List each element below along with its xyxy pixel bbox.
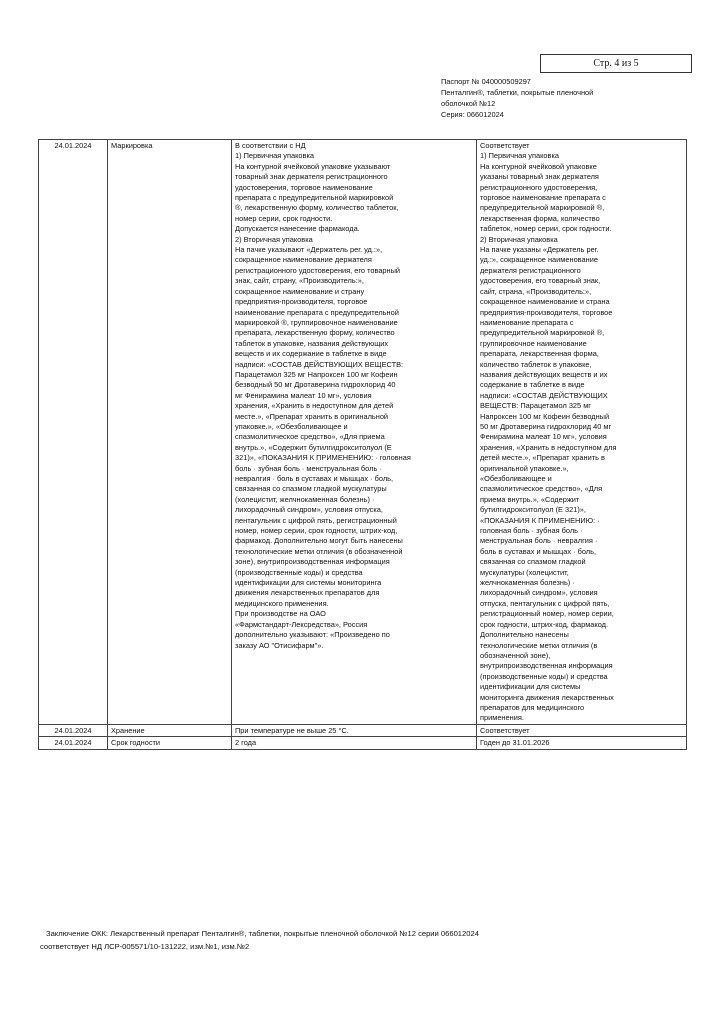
result-line: препарата, лекарственная форма,	[480, 349, 599, 359]
result-line: сайт, страна, «Производитель:»,	[480, 286, 592, 296]
result-line: На пачке указаны «Держатель рег.	[480, 245, 599, 255]
nd-line: На пачке указывают «Держатель рег. уд.:»,	[235, 245, 383, 255]
actual-result-cell	[477, 724, 687, 736]
nd-line: сокращенное наименование и страну	[235, 286, 365, 296]
nd-line: медицинского применения.	[235, 598, 329, 608]
nd-line: движения лекарственных препаратов для	[235, 588, 380, 598]
result-line: 50 мг Дротаверина гидрохлорид 40 мг	[480, 421, 612, 431]
result-line: На контурной ячейковой упаковке	[480, 161, 597, 171]
result-line: держателя регистрационного	[480, 265, 581, 275]
nd-line: сокращенное наименование держателя	[235, 255, 372, 265]
result-line: менструальная боль · невралгия ·	[480, 536, 598, 546]
result-line: лихорадочный синдром», условия	[480, 588, 598, 598]
table-row	[39, 737, 687, 749]
result-line: приема внутрь.», «Содержит	[480, 494, 580, 504]
nd-line: маркировкой ®, группировочное наименование	[235, 317, 398, 327]
result-line: названия действующих веществ и их	[480, 369, 608, 379]
result-line: предупредительной маркировкой ®,	[480, 203, 605, 213]
result-line: группировочное наименование	[480, 338, 587, 348]
table-row	[39, 724, 687, 736]
nd-line: идентификации для системы мониторинга	[235, 578, 382, 588]
nd-line: зоне), внутрипроизводственная информация	[235, 557, 390, 567]
nd-line: На контурной ячейковой упаковке указывают	[235, 161, 391, 171]
result-line: торговое наименование препарата с	[480, 193, 606, 203]
nd-line: Парацетамол 325 мг Напроксен 100 мг Кофеин	[235, 369, 398, 379]
result-line: «Обезболивающее и	[480, 474, 552, 483]
indicator-cell: Срок годности	[108, 737, 232, 749]
batch-number: Серия: 066012024	[441, 110, 504, 119]
result-line: уд.:», сокращенное наименование	[480, 255, 598, 265]
table-row	[39, 140, 687, 725]
nd-line: месте.», «Препарат хранить в оригинальной	[235, 411, 389, 421]
nd-line: 321)», «ПОКАЗАНИЯ К ПРИМЕНЕНИЮ: · головная	[235, 453, 411, 463]
result-line: боль в суставах и мышцах · боль,	[480, 546, 597, 556]
nd-line: лихорадочный синдром», условия отпуска,	[235, 505, 383, 515]
nd-line: ®, лекарственную форму, количество таблеток,	[235, 203, 399, 213]
nd-line: предприятия-производителя, торговое	[235, 297, 368, 307]
nd-line: безводный 50 мг Дротаверина гидрохлорид 40	[235, 380, 396, 390]
nd-requirement-cell	[232, 140, 477, 725]
result-line: сокращенное наименование и страна	[480, 297, 610, 307]
product-name: Пенталгин®, таблетки, покрытые пленочной	[441, 88, 594, 97]
result-line: указаны товарный знак держателя	[480, 172, 599, 182]
nd-line: «Фармстандарт-Лексредства», Россия	[235, 619, 368, 629]
nd-line: 2) Вторичная упаковка	[235, 234, 313, 244]
result-line: связанная со спазмом гладкой	[480, 557, 586, 567]
nd-line: При производстве на ОАО	[235, 609, 326, 619]
result-line: Напроксен 100 мг Кофеин безводный	[480, 411, 610, 421]
result-line: регистрационного удостоверения,	[480, 182, 598, 192]
nd-line: таблеток в упаковке, названия действующих	[235, 338, 389, 348]
result-line: таблеток, номер серии, срок годности.	[480, 224, 612, 234]
result-line: предупредительной маркировкой ®,	[480, 328, 605, 338]
result-line: лекарственная форма, количество	[480, 213, 600, 223]
result-line: количество таблеток в упаковке,	[480, 359, 592, 369]
product-form: оболочкой №12	[441, 99, 496, 108]
result-line: Годен до 31.01.2026	[480, 738, 550, 748]
nd-line: номер серии, срок годности.	[235, 213, 333, 223]
result-line: технологические метки отличия (в	[480, 640, 598, 650]
nd-line: товарный знак держателя регистрационного	[235, 172, 388, 182]
nd-line: внутрь.», «Содержит бутилгидрокситолуол (Е	[235, 442, 392, 452]
nd-line: (холецистит, желчнокаменная болезнь) ·	[235, 494, 375, 504]
conclusion-line-1: Заключение ОКК: Лекарственный препарат Пенталгин®, таблетки, покрытые пленочной оболочкой №12 серии 066012024	[46, 929, 479, 938]
nd-line: регистрационного удостоверения, его товарный	[235, 265, 401, 275]
result-line: предприятия-производителя, торговое	[480, 307, 613, 317]
result-line: удостоверения, его товарный знак,	[480, 276, 601, 286]
nd-line: фармакод. Дополнительно могут быть нанесены	[235, 536, 403, 546]
result-line: головная боль · зубная боль ·	[480, 526, 583, 536]
nd-line: мг Фенирамина малеат 10 мг», условия	[235, 390, 372, 400]
result-line: наименование препарата с	[480, 317, 574, 327]
nd-line: хранения, «Хранить в недоступном для детей	[235, 401, 394, 411]
result-line: спазмолитическое средство», «Для	[480, 484, 603, 494]
result-line: Фенирамина малеат 10 мг», условия	[480, 432, 607, 442]
result-line: внутрипроизводственная информация	[480, 661, 613, 671]
result-line: обозначенной зоне),	[480, 650, 551, 660]
nd-line: знак, сайт, страну, «Производитель:»,	[235, 276, 364, 286]
result-line: ВЕЩЕСТВ: Парацетамол 325 мг	[480, 401, 591, 411]
conclusion-line-2: соответствует НД ЛСР-005571/10-131222, изм.№1, изм.№2	[40, 941, 250, 951]
result-line: 1) Первичная упаковка	[480, 151, 559, 161]
result-line: применения.	[480, 713, 524, 723]
nd-line: наименование препарата с предупредительной	[235, 307, 399, 317]
passport-number: Паспорт № 040000509297	[441, 77, 531, 86]
nd-line: При температуре не выше 25 °С.	[235, 725, 349, 735]
nd-line: связанная со спазмом гладкой мускулатуры	[235, 484, 387, 494]
nd-line: Допускается нанесение фармакода.	[235, 224, 360, 234]
result-line: содержание в таблетке в виде	[480, 380, 585, 390]
result-line: мониторинга движения лекарственных	[480, 692, 614, 702]
nd-line: 1) Первичная упаковка	[235, 151, 314, 161]
nd-line: номер, номер серии, срок годности, штрих-код,	[235, 526, 398, 536]
results-table	[38, 139, 687, 750]
nd-line: веществ и их содержание в таблетке в виде	[235, 349, 387, 359]
result-line: бутилгидрокситолуол (Е 321)»,	[480, 505, 586, 515]
nd-line: боль · зубная боль · менструальная боль ·	[235, 463, 382, 473]
nd-line: (производственные коды) и средства	[235, 567, 363, 577]
result-line: Дополнительно нанесены	[480, 630, 569, 640]
nd-line: удостоверения, торговое наименование	[235, 182, 373, 192]
nd-line: дополнительно указывают: «Произведено по	[235, 630, 390, 640]
nd-line: невралгия · боль в суставах и мышцах · боль,	[235, 474, 394, 483]
result-line: Соответствует	[480, 141, 530, 150]
result-line: идентификации для системы	[480, 682, 581, 692]
test-date-cell: 24.01.2024	[39, 140, 108, 725]
result-line: детей месте.», «Препарат хранить в	[480, 453, 605, 463]
actual-result-cell	[477, 140, 687, 725]
result-line: препаратов для медицинского	[480, 702, 585, 712]
results-table-body	[39, 140, 687, 750]
page-indicator: Стр. 4 из 5	[540, 54, 692, 73]
nd-line: надписи: «СОСТАВ ДЕЙСТВУЮЩИХ ВЕЩЕСТВ:	[235, 359, 404, 369]
conclusion	[40, 928, 660, 953]
nd-line: препарата с предупредительной маркировкой	[235, 193, 394, 203]
result-line: 2) Вторичная упаковка	[480, 234, 558, 244]
nd-line: 2 года	[235, 738, 257, 748]
indicator-cell: Маркировка	[108, 140, 232, 725]
nd-line: препарата, лекарственную форму, количество	[235, 328, 395, 338]
result-line: желчнокаменная болезнь) ·	[480, 578, 575, 588]
result-line: отпуска, пентагульник с цифрой пять,	[480, 598, 610, 608]
indicator-cell: Хранение	[108, 724, 232, 736]
nd-line: технологические метки отличия (в обозначенной	[235, 546, 403, 556]
result-line: мускулатуры (холецистит,	[480, 567, 569, 577]
result-line: срок годности, штрих-код, фармакод.	[480, 619, 609, 629]
nd-requirement-cell	[232, 737, 477, 749]
test-date-cell: 24.01.2024	[39, 724, 108, 736]
nd-line: пентагульник с цифрой пять, регистрационный	[235, 515, 397, 525]
result-line: «ПОКАЗАНИЯ К ПРИМЕНЕНИЮ: ·	[480, 515, 600, 525]
result-line: Соответствует	[480, 725, 530, 735]
nd-requirement-cell	[232, 724, 477, 736]
result-line: (производственные коды) и средства	[480, 671, 608, 681]
test-date-cell: 24.01.2024	[39, 737, 108, 749]
passport-header	[441, 76, 641, 120]
result-line: хранения, «Хранить в недоступном для	[480, 442, 617, 452]
result-line: надписи: «СОСТАВ ДЕЙСТВУЮЩИХ	[480, 390, 608, 400]
nd-line: спазмолитическое средство», «Для приема	[235, 432, 385, 442]
result-line: оригинальной упаковке.»,	[480, 463, 569, 473]
nd-line: заказу АО "Отисифарм"».	[235, 640, 324, 650]
nd-line: упаковке.», «Обезболивающее и	[235, 421, 348, 431]
actual-result-cell	[477, 737, 687, 749]
result-line: регистрационный номер, номер серии,	[480, 609, 614, 619]
nd-line: В соответствии с НД	[235, 141, 306, 150]
